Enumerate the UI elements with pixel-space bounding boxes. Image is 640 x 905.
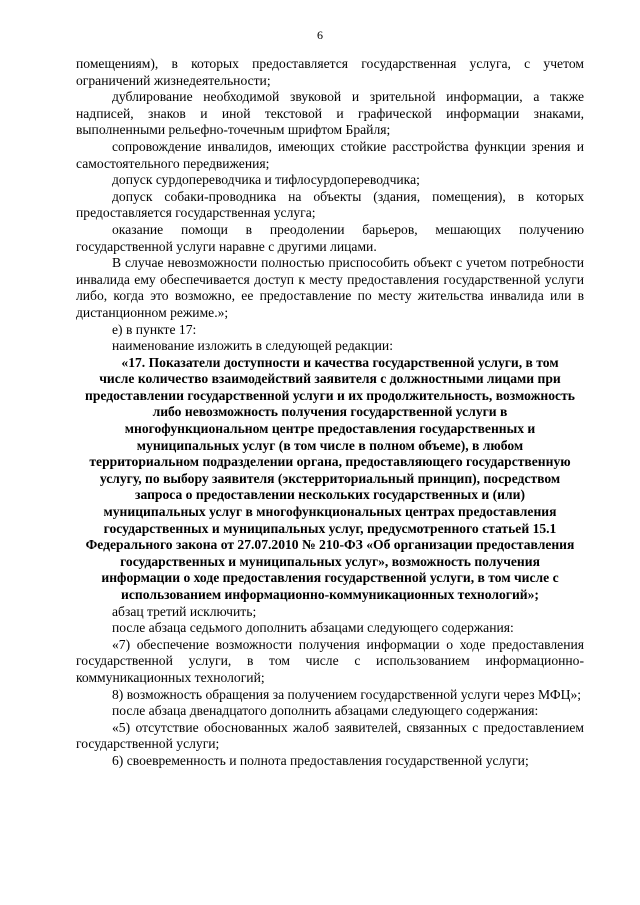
paragraph: после абзаца седьмого дополнить абзацами следующего содержания:	[112, 620, 514, 636]
paragraph: «7) обеспечение возможности получения информации о ходе предоставления государственной услуги, в том числе с использованием информационно-коммуникационных технологий;	[76, 636, 584, 685]
paragraph: допуск собаки-проводника на объекты (здания, помещения), в которых предоставляется государственная услуга;	[76, 188, 584, 221]
document-body	[76, 56, 584, 770]
paragraph: помещениям), в которых предоставляется государственная услуга, с учетом ограничений жизнедеятельности;	[76, 56, 584, 88]
paragraph: абзац третий исключить;	[112, 603, 257, 619]
page-number: 6	[317, 28, 323, 42]
paragraph: после абзаца двенадцатого дополнить абзацами следующего содержания:	[112, 703, 539, 719]
paragraph: 6) своевременность и полнота предоставления государственной услуги;	[112, 752, 529, 768]
paragraph: допуск сурдопереводчика и тифлосурдопереводчика;	[112, 172, 420, 188]
paragraph: е) в пункте 17:	[112, 321, 197, 337]
paragraph: 8) возможность обращения за получением государственной услуги через МФЦ»;	[112, 686, 582, 702]
paragraph: сопровождение инвалидов, имеющих стойкие расстройства функции зрения и самостоятельного передвижения;	[76, 138, 584, 171]
paragraph: дублирование необходимой звуковой и зрительной информации, а также надписей, знаков и иной текстовой и графической информации знаками, выполненными рельефно-точечным шрифтом Брайля;	[76, 89, 584, 138]
paragraph: оказание помощи в преодолении барьеров, мешающих получению государственной услуги наравне с другими лицами.	[76, 221, 584, 254]
paragraph: В случае невозможности полностью приспособить объект с учетом потребности инвалида ему обеспечивается доступ к месту предоставления государственной услуги либо, когда это возможно, ее предоставление по месту жительства инвалида или в дистанционном режиме.»;	[76, 255, 584, 320]
paragraph: «5) отсутствие обоснованных жалоб заявителей, связанных с предоставлением государственной услуги;	[76, 719, 584, 752]
bold-heading-paragraph: «17. Показатели доступности и качества государственной услуги, в том числе количество взаимодействий заявителя с должностными лицами при предоставлении государственной услуги и их продолжительность, возможность либо невозможность получения государственной услуги в многофункциональном центре предоставления государственных и муниципальных услуг (в том числе в полном объеме), в любом территориальном подразделении органа, предоставляющего государственную услугу, по выбору заявителя (экстерриториальный принцип), посредством запроса о предоставлении нескольких государственных и (или) муниципальных услуг в многофункциональных центрах предоставления государственных и муниципальных услуг, предусмотренного статьей 15.1 Федерального закона от 27.07.2010 № 210-ФЗ «Об организации предоставления государственных и муниципальных услуг», возможность получения информации о ходе предоставления государственной услуги, в том числе с использованием информационно-коммуникационных технологий»;	[85, 354, 575, 602]
paragraph: наименование изложить в следующей редакции:	[112, 338, 393, 354]
